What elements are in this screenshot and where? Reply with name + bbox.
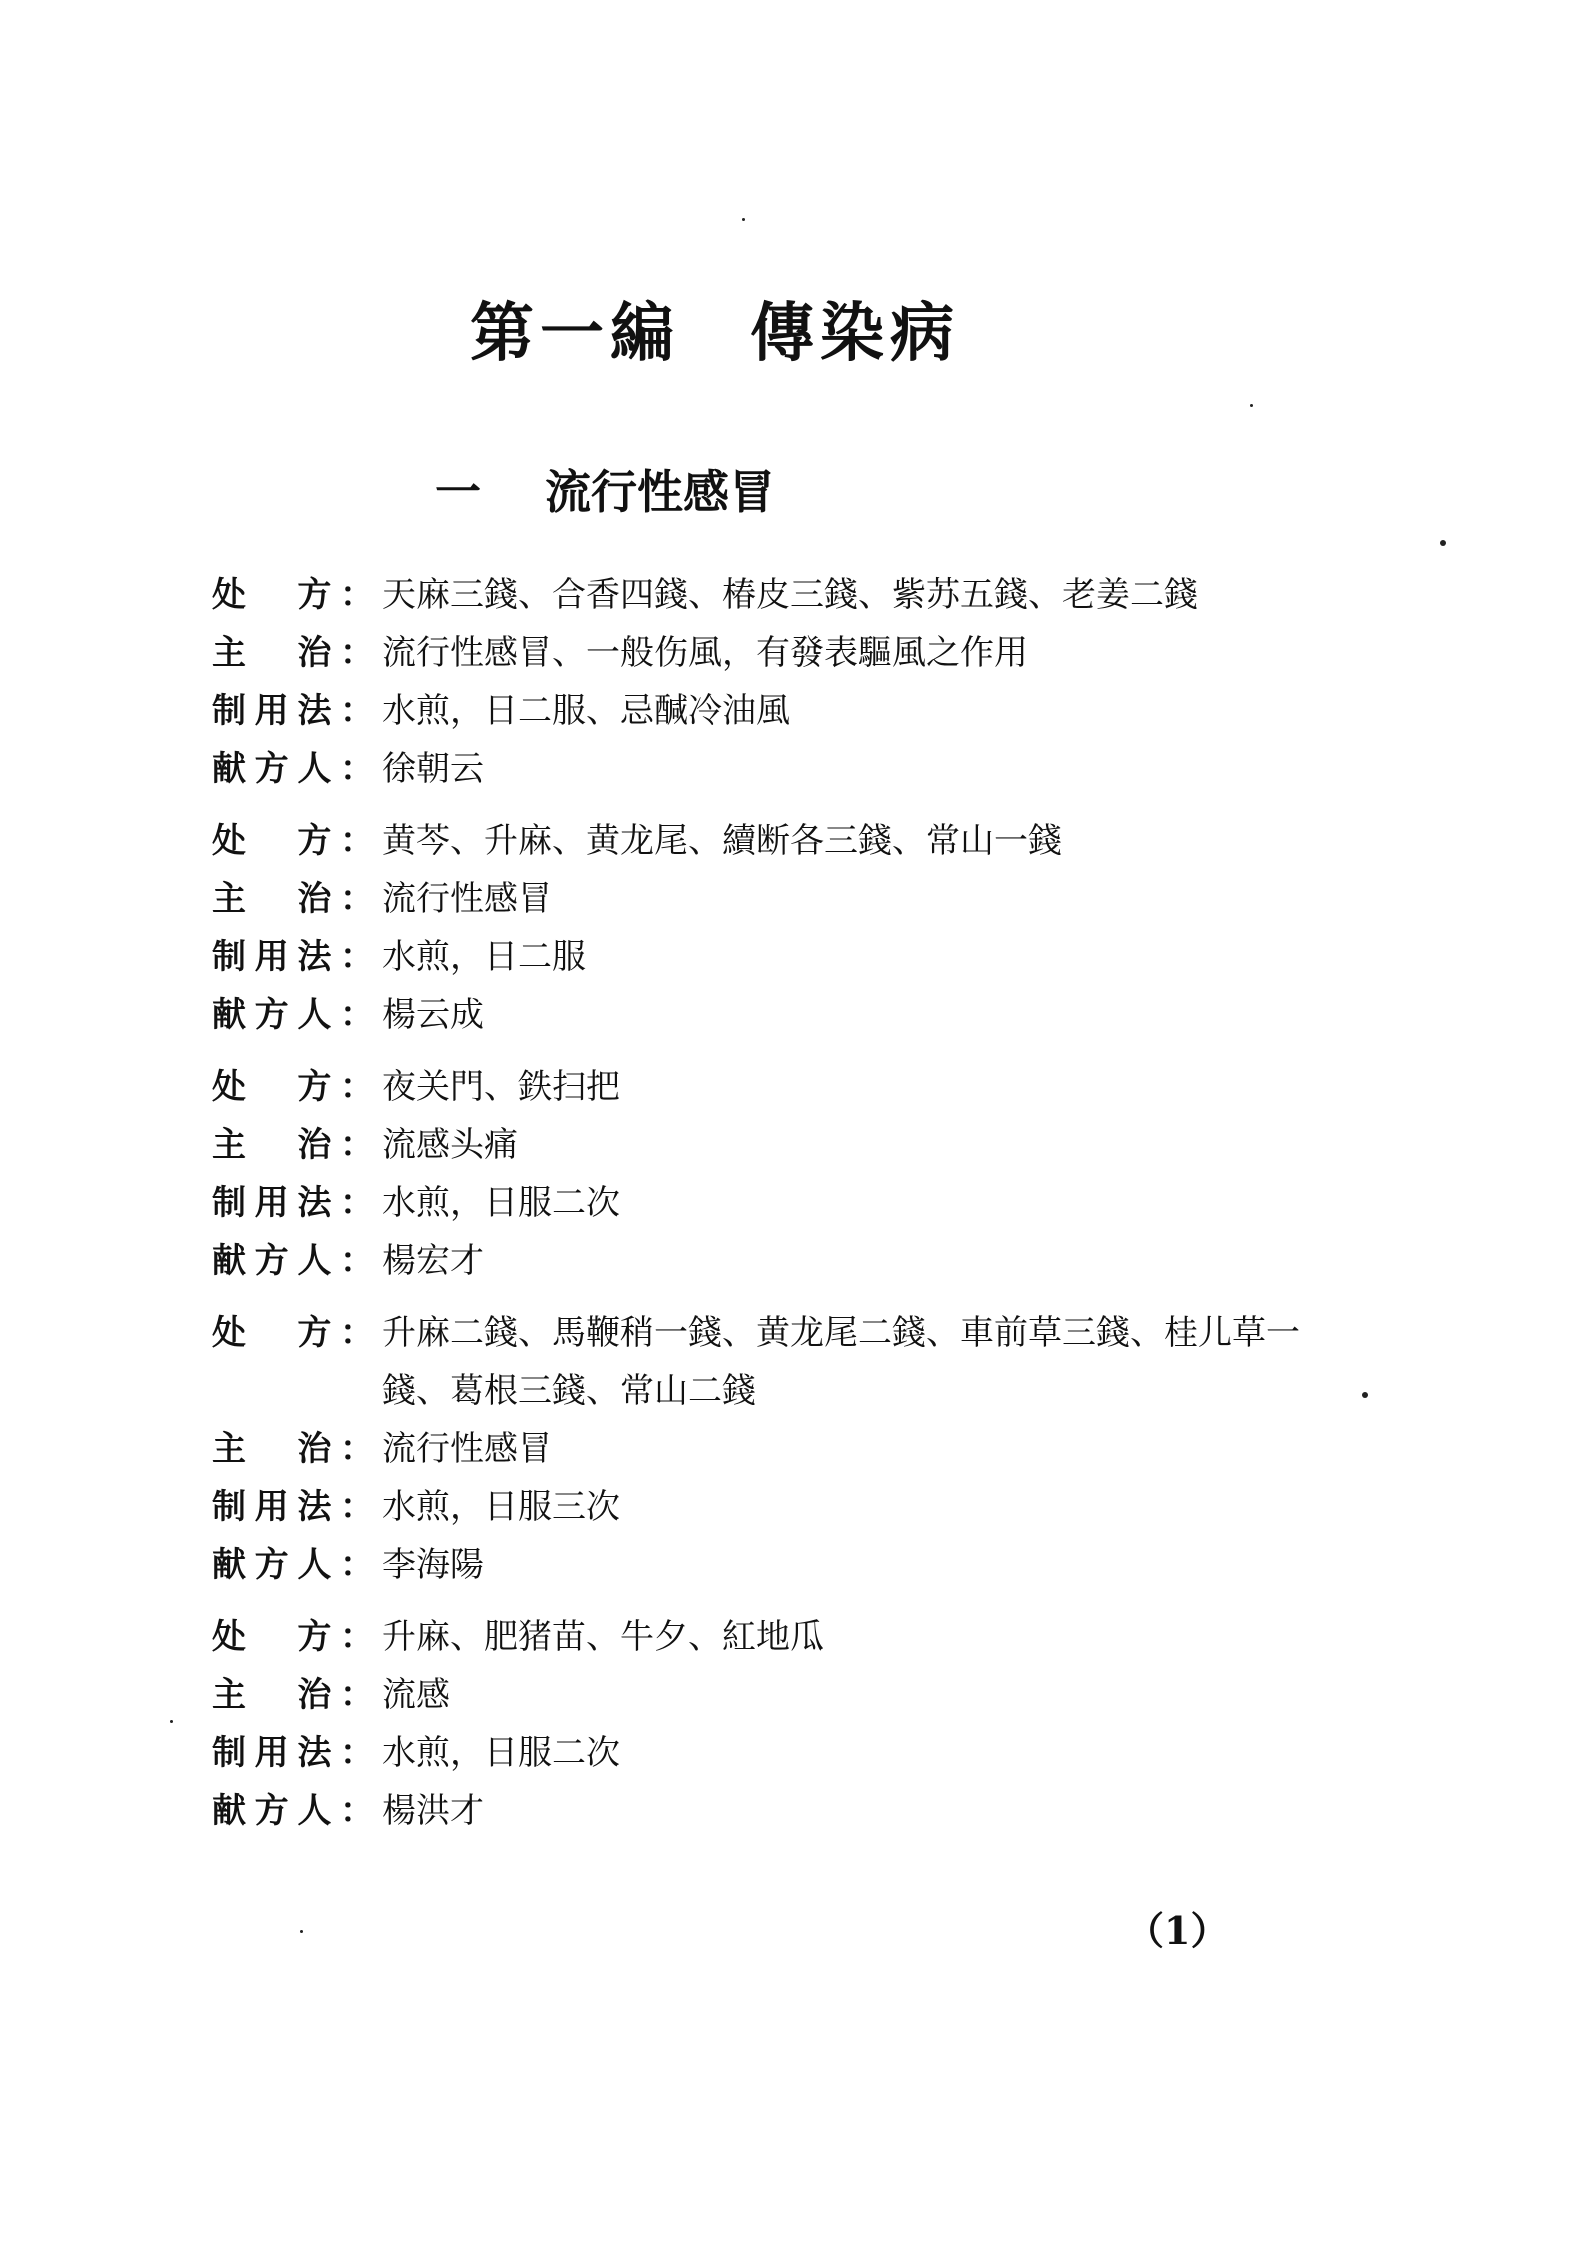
row-label: 献方人： xyxy=(212,1545,374,1585)
row-label: 主 治： xyxy=(212,633,374,673)
prescription-row xyxy=(212,1724,1362,1782)
prescription-row xyxy=(212,1666,1362,1724)
scan-speck xyxy=(300,1930,303,1933)
prescription-row xyxy=(212,1420,1362,1478)
row-label: 制用法： xyxy=(212,1487,374,1527)
row-label: 处 方： xyxy=(212,821,374,861)
prescription-row xyxy=(212,1116,1362,1174)
row-label: 处 方： xyxy=(212,1313,374,1353)
row-label: 献方人： xyxy=(212,749,374,789)
part-title xyxy=(470,282,960,374)
row-label: 制用法： xyxy=(212,1733,374,1773)
prescription-row xyxy=(212,1608,1362,1666)
row-value: 水煎，日服三次 xyxy=(382,1487,620,1527)
section-name: 流行性感冒 xyxy=(545,465,775,519)
prescription-row xyxy=(212,1304,1362,1420)
scan-speck xyxy=(1250,404,1253,407)
row-value: 水煎，日二服 xyxy=(382,937,586,977)
prescription-entry xyxy=(212,1304,1362,1594)
row-label: 献方人： xyxy=(212,995,374,1035)
row-value: 楊云成 xyxy=(382,995,484,1035)
row-value: 楊宏才 xyxy=(382,1241,484,1281)
part-label: 第一編 xyxy=(470,296,680,371)
prescription-row xyxy=(212,1232,1362,1290)
row-value: 水煎，日二服、忌醎冷油風 xyxy=(382,691,790,731)
scan-speck xyxy=(1440,540,1446,546)
prescription-entry xyxy=(212,1058,1362,1290)
row-value: 流行性感冒 xyxy=(382,1429,552,1469)
prescription-row xyxy=(212,870,1362,928)
row-value: 流行性感冒、一般伤風，有發表驅風之作用 xyxy=(382,633,1028,673)
row-label: 主 治： xyxy=(212,1125,374,1165)
row-label: 制用法： xyxy=(212,691,374,731)
prescription-entry xyxy=(212,812,1362,1044)
row-value: 徐朝云 xyxy=(382,749,484,789)
row-value: 升麻、肥猪苗、牛夕、紅地瓜 xyxy=(382,1617,824,1657)
row-value: 水煎，日服二次 xyxy=(382,1183,620,1223)
prescription-row xyxy=(212,566,1362,624)
prescription-row xyxy=(212,928,1362,986)
prescription-entry xyxy=(212,1608,1362,1840)
row-label: 主 治： xyxy=(212,879,374,919)
row-label: 制用法： xyxy=(212,937,374,977)
row-value: 黄芩、升麻、黄龙尾、續断各三錢、常山一錢 xyxy=(382,821,1062,861)
scan-speck xyxy=(742,218,745,221)
page-number: （1） xyxy=(1126,1908,1229,1953)
row-label: 主 治： xyxy=(212,1675,374,1715)
row-value: 李海陽 xyxy=(382,1545,484,1585)
row-label: 处 方： xyxy=(212,575,374,615)
row-value: 升麻二錢、馬鞭稍一錢、黄龙尾二錢、車前草三錢、桂儿草一錢、葛根三錢、常山二錢 xyxy=(382,1313,1300,1411)
prescription-row xyxy=(212,1782,1362,1840)
section-number: 一 xyxy=(435,465,481,519)
prescription-row xyxy=(212,986,1362,1044)
row-value: 水煎，日服二次 xyxy=(382,1733,620,1773)
row-label: 主 治： xyxy=(212,1429,374,1469)
prescription-row xyxy=(212,812,1362,870)
prescription-row xyxy=(212,1478,1362,1536)
row-value: 流感头痛 xyxy=(382,1125,518,1165)
scan-speck xyxy=(170,1720,173,1723)
prescription-row xyxy=(212,624,1362,682)
row-value: 流感 xyxy=(382,1675,450,1715)
row-label: 制用法： xyxy=(212,1183,374,1223)
scan-speck xyxy=(1362,1392,1368,1398)
row-value: 楊洪才 xyxy=(382,1791,484,1831)
row-value: 夜关門、鉄扫把 xyxy=(382,1067,620,1107)
row-label: 献方人： xyxy=(212,1241,374,1281)
prescription-entry xyxy=(212,566,1362,798)
prescription-row xyxy=(212,1536,1362,1594)
row-value: 天麻三錢、合香四錢、椿皮三錢、紫苏五錢、老姜二錢 xyxy=(382,575,1198,615)
prescription-row xyxy=(212,1058,1362,1116)
prescription-row xyxy=(212,1174,1362,1232)
prescription-row xyxy=(212,740,1362,798)
prescription-row xyxy=(212,682,1362,740)
prescription-list xyxy=(212,566,1362,1854)
row-label: 献方人： xyxy=(212,1791,374,1831)
section-title xyxy=(435,456,775,522)
part-name: 傳染病 xyxy=(750,296,960,371)
row-value: 流行性感冒 xyxy=(382,879,552,919)
row-label: 处 方： xyxy=(212,1617,374,1657)
row-label: 处 方： xyxy=(212,1067,374,1107)
